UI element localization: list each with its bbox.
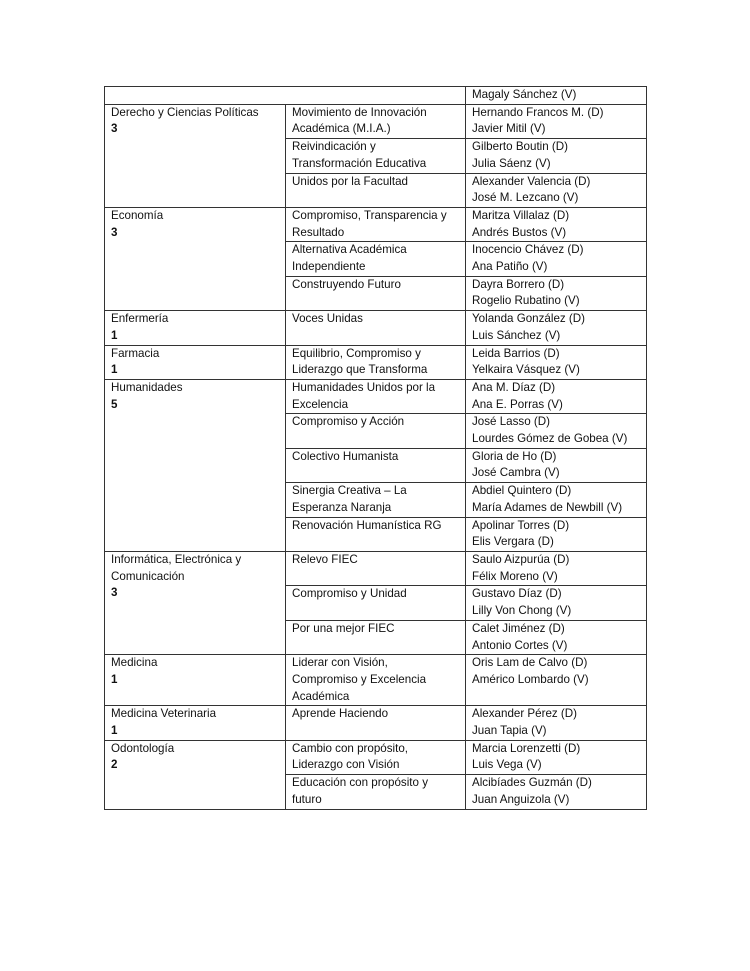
seat-count: 1 <box>111 328 118 342</box>
candidate-name: Calet Jiménez (D) <box>472 621 565 635</box>
candidates-cell <box>466 551 647 585</box>
slate-cell <box>286 207 466 241</box>
candidate-name: Oris Lam de Calvo (D) <box>472 656 588 670</box>
seat-count: 1 <box>111 672 118 686</box>
candidates-cell <box>466 706 647 740</box>
table-row <box>105 87 647 105</box>
slate-cell <box>286 173 466 207</box>
candidate-name: Magaly Sánchez (V) <box>472 88 577 101</box>
slate-cell <box>286 620 466 654</box>
slate-name: Académica <box>292 689 350 703</box>
candidates-cell <box>466 242 647 276</box>
candidate-name: Américo Lombardo (V) <box>472 672 589 686</box>
slate-cell <box>286 740 466 774</box>
candidate-name: Ana Patiño (V) <box>472 260 548 274</box>
faculty-name: Farmacia <box>111 346 160 360</box>
slate-name: Voces Unidas <box>292 312 363 326</box>
slate-name: Renovación Humanística RG <box>292 518 442 532</box>
slate-name: Equilibrio, Compromiso y <box>292 346 421 360</box>
slate-name: Compromiso, Transparencia y <box>292 208 447 222</box>
blank-cell <box>105 87 466 105</box>
candidates-cell <box>466 448 647 482</box>
candidates-cell <box>466 379 647 413</box>
candidate-name: Ana M. Díaz (D) <box>472 380 556 394</box>
slate-name: Liderar con Visión, <box>292 656 388 670</box>
slate-cell <box>286 517 466 551</box>
table-row <box>105 104 647 138</box>
faculty-name: Comunicación <box>111 569 185 583</box>
candidates-cell <box>466 139 647 173</box>
faculty-name: Derecho y Ciencias Políticas <box>111 105 259 119</box>
candidates-cell <box>466 517 647 551</box>
candidates-cell <box>466 87 647 105</box>
candidates-cell <box>466 276 647 310</box>
faculty-name: Informática, Electrónica y <box>111 552 242 566</box>
candidate-name: Juan Tapia (V) <box>472 724 547 738</box>
slate-cell <box>286 276 466 310</box>
candidate-name: Elis Vergara (D) <box>472 535 554 549</box>
faculty-cell <box>105 207 286 310</box>
slate-name: Alternativa Académica <box>292 243 407 257</box>
slate-cell <box>286 551 466 585</box>
slate-name: Reivindicación y <box>292 140 376 154</box>
faculty-cell <box>105 379 286 551</box>
slate-name: Compromiso y Acción <box>292 415 405 429</box>
table-row <box>105 740 647 774</box>
faculty-name: Humanidades <box>111 380 183 394</box>
slate-name: Unidos por la Facultad <box>292 174 408 188</box>
slate-cell <box>286 706 466 740</box>
candidate-name: Andrés Bustos (V) <box>472 225 567 239</box>
candidate-name: Gilberto Boutin (D) <box>472 140 569 154</box>
slate-cell <box>286 448 466 482</box>
faculty-name: Enfermería <box>111 312 169 326</box>
slate-cell <box>286 139 466 173</box>
candidate-name: Julia Sáenz (V) <box>472 156 551 170</box>
candidate-name: José Lasso (D) <box>472 415 550 429</box>
slate-name: Liderazgo que Transforma <box>292 363 428 377</box>
candidates-cell <box>466 740 647 774</box>
faculty-cell <box>105 311 286 345</box>
table-row <box>105 706 647 740</box>
candidate-name: José Cambra (V) <box>472 466 560 480</box>
candidates-cell <box>466 775 647 809</box>
faculty-cell <box>105 345 286 379</box>
slate-name: Construyendo Futuro <box>292 277 401 291</box>
candidate-name: María Adames de Newbill (V) <box>472 500 623 514</box>
faculty-name: Odontología <box>111 741 175 755</box>
slate-name: Relevo FIEC <box>292 552 358 566</box>
candidate-name: Inocencio Chávez (D) <box>472 243 584 257</box>
slate-name: Esperanza Naranja <box>292 500 392 514</box>
candidate-name: Maritza Villalaz (D) <box>472 208 570 222</box>
slate-cell <box>286 586 466 620</box>
table-row <box>105 551 647 585</box>
slate-name: Transformación Educativa <box>292 156 427 170</box>
faculty-name: Economía <box>111 208 164 222</box>
slate-name: Movimiento de Innovación <box>292 105 427 119</box>
candidate-name: Luis Vega (V) <box>472 758 542 772</box>
slate-name: Sinergia Creativa – La <box>292 484 407 498</box>
candidate-name: Alexander Valencia (D) <box>472 174 591 188</box>
slate-name: Cambio con propósito, <box>292 741 408 755</box>
table-row <box>105 345 647 379</box>
candidate-name: Hernando Francos M. (D) <box>472 105 604 119</box>
slate-name: Por una mejor FIEC <box>292 621 395 635</box>
candidate-name: Leida Barrios (D) <box>472 346 560 360</box>
candidates-cell <box>466 173 647 207</box>
slate-cell <box>286 483 466 517</box>
seat-count: 3 <box>111 225 118 239</box>
slate-name: Independiente <box>292 260 366 274</box>
slate-name: futuro <box>292 792 322 806</box>
candidates-cell <box>466 414 647 448</box>
slate-name: Educación con propósito y <box>292 776 428 790</box>
candidate-name: Lourdes Gómez de Gobea (V) <box>472 432 628 446</box>
candidate-name: Saulo Aizpurúa (D) <box>472 552 570 566</box>
table-row <box>105 207 647 241</box>
slate-name: Resultado <box>292 225 345 239</box>
candidate-name: Félix Moreno (V) <box>472 569 558 583</box>
slate-cell <box>286 242 466 276</box>
slate-cell <box>286 414 466 448</box>
candidate-name: Abdiel Quintero (D) <box>472 484 572 498</box>
table-row <box>105 311 647 345</box>
slate-name: Colectivo Humanista <box>292 449 399 463</box>
table-row <box>105 379 647 413</box>
slate-cell <box>286 311 466 345</box>
seat-count: 2 <box>111 758 118 772</box>
candidate-name: Yelkaira Vásquez (V) <box>472 363 580 377</box>
candidates-cell <box>466 207 647 241</box>
slate-name: Compromiso y Unidad <box>292 587 407 601</box>
candidates-cell <box>466 104 647 138</box>
candidate-name: Juan Anguizola (V) <box>472 792 570 806</box>
candidate-name: Marcia Lorenzetti (D) <box>472 741 581 755</box>
faculty-name: Medicina Veterinaria <box>111 707 217 721</box>
candidate-name: Dayra Borrero (D) <box>472 277 565 291</box>
candidates-cell <box>466 483 647 517</box>
candidate-name: Lilly Von Chong (V) <box>472 604 572 618</box>
candidate-name: Luis Sánchez (V) <box>472 328 561 342</box>
candidates-cell <box>466 586 647 620</box>
slate-name: Liderazgo con Visión <box>292 758 400 772</box>
slate-name: Académica (M.I.A.) <box>292 122 391 136</box>
candidates-cell <box>466 620 647 654</box>
candidate-name: José M. Lezcano (V) <box>472 191 579 205</box>
slate-name: Humanidades Unidos por la <box>292 380 436 394</box>
faculty-cell <box>105 740 286 809</box>
seat-count: 5 <box>111 397 118 411</box>
candidate-name: Alcibíades Guzmán (D) <box>472 776 592 790</box>
candidate-name: Yolanda González (D) <box>472 312 585 326</box>
candidates-cell <box>466 655 647 706</box>
candidate-name: Alexander Pérez (D) <box>472 707 578 721</box>
candidate-name: Javier Mitil (V) <box>472 122 546 136</box>
candidate-name: Ana E. Porras (V) <box>472 397 563 411</box>
slate-name: Excelencia <box>292 397 349 411</box>
candidates-cell <box>466 311 647 345</box>
table-row <box>105 655 647 706</box>
candidates-table-body <box>105 87 647 810</box>
slate-cell <box>286 775 466 809</box>
slate-cell <box>286 345 466 379</box>
slate-name: Aprende Haciendo <box>292 707 389 721</box>
candidate-name: Gustavo Díaz (D) <box>472 587 562 601</box>
slate-cell <box>286 379 466 413</box>
faculty-cell <box>105 655 286 706</box>
candidates-table <box>104 86 647 810</box>
faculty-name: Medicina <box>111 656 158 670</box>
candidate-name: Rogelio Rubatino (V) <box>472 294 580 308</box>
seat-count: 3 <box>111 586 118 600</box>
candidates-cell <box>466 345 647 379</box>
faculty-cell <box>105 104 286 207</box>
faculty-cell <box>105 706 286 740</box>
faculty-cell <box>105 551 286 654</box>
candidate-name: Apolinar Torres (D) <box>472 518 570 532</box>
seat-count: 1 <box>111 363 118 377</box>
slate-cell <box>286 104 466 138</box>
slate-cell <box>286 655 466 706</box>
slate-name: Compromiso y Excelencia <box>292 672 427 686</box>
candidate-name: Gloria de Ho (D) <box>472 449 557 463</box>
seat-count: 1 <box>111 724 118 738</box>
seat-count: 3 <box>111 122 118 136</box>
candidate-name: Antonio Cortes (V) <box>472 638 568 652</box>
